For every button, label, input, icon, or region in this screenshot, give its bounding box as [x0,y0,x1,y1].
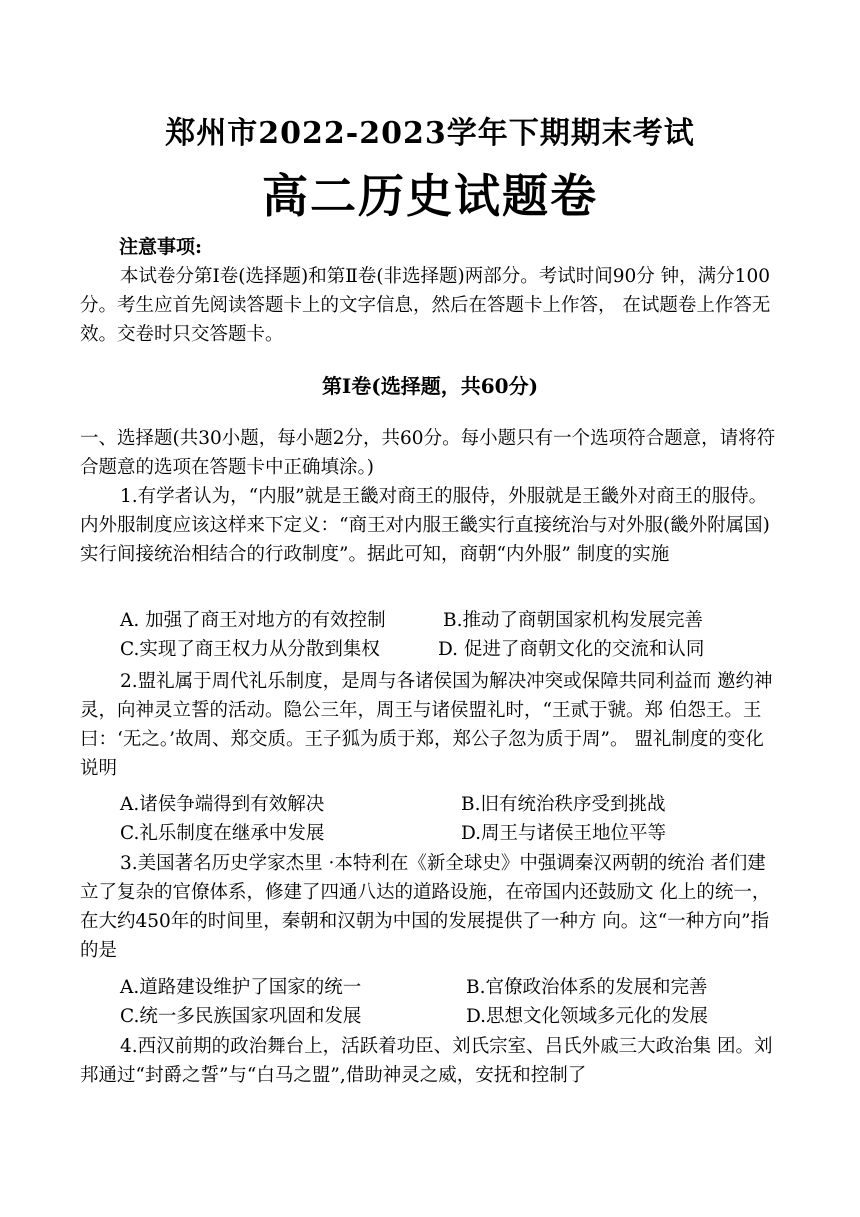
question-1-option-b: B.推动了商朝国家机构发展完善 [443,610,703,631]
question-2-option-a: A.诸侯争端得到有效解决 [120,794,325,815]
section-instructions: 一、选择题(共30小题，每小题2分，共60分。每小题只有一个选项符合题意，请将符合题意的选项在答题卡中正确填涂。) [80,428,776,478]
exam-title: 郑州市2022-2023学年下期期末考试 [165,116,695,151]
question-2-option-d: D.周王与诸侯王地位平等 [461,823,667,844]
section-title: 第Ⅰ卷(选择题，共60分) [321,374,539,398]
question-3-option-c: C.统一多民族国家巩固和发展 [120,1006,362,1027]
question-1-option-a: A. 加强了商王对地方的有效控制 [120,610,386,631]
question-2-option-b: B.旧有统治秩序受到挑战 [461,794,666,815]
notice-heading: 注意事项: [119,236,203,258]
question-2-option-c: C.礼乐制度在继承中发展 [120,823,325,844]
question-4-stem: 4.西汉前期的政治舞台上，活跃着功臣、刘氏宗室、吕氏外戚三大政治集 团。刘邦通过“封爵之誓”与“白马之盟”,借助神灵之威，安抚和控制了 [80,1036,773,1086]
question-2-stem: 2.盟礼属于周代礼乐制度，是周与各诸侯国为解决冲突或保障共同利益而 邀约神灵，向神灵立誓的活动。隐公三年，周王与诸侯盟礼时，“王贰于虢。郑 伯怨王。王曰：‘无之。’故周、郑交质。王子狐为质于郑，郑公子忽为质于周”。 盟礼制度的变化说明 [80,671,773,779]
question-1-option-c: C.实现了商王权力从分散到集权 [120,639,380,660]
question-3-option-a: A.道路建设维护了国家的统一 [120,977,362,998]
paper-title: 高二历史试题卷 [262,169,598,223]
question-1-stem: 1.有学者认为，“内服”就是王畿对商王的服侍，外服就是王畿外对商王的服侍。内外服制度应该这样来下定义：“商王对内服王畿实行直接统治与对外服(畿外附属国)实行间接统治相结合的行政制度”。据此可知，商朝“内外服” 制度的实施 [80,486,770,565]
question-3-option-b: B.官僚政治体系的发展和完善 [466,977,708,998]
question-3-option-d: D.思想文化领域多元化的发展 [466,1006,709,1027]
question-3-stem: 3.美国著名历史学家杰里 ·本特利在《新全球史》中强调秦汉两朝的统治 者们建立了复杂的官僚体系，修建了四通八达的道路设施，在帝国内还鼓励文 化上的统一，在大约450年的时间里，秦朝和汉朝为中国的发展提供了一种方 向。这“一种方向”指的是 [80,853,771,961]
question-1-option-d: D. 促进了商朝文化的交流和认同 [438,639,705,660]
notice-body: 本试卷分第Ⅰ卷(选择题)和第Ⅱ卷(非选择题)两部分。考试时间90分 钟，满分100分。考生应首先阅读答题卡上的文字信息，然后在答题卡上作答， 在试题卷上作答无效。交卷时只交答题卡。 [80,266,771,345]
